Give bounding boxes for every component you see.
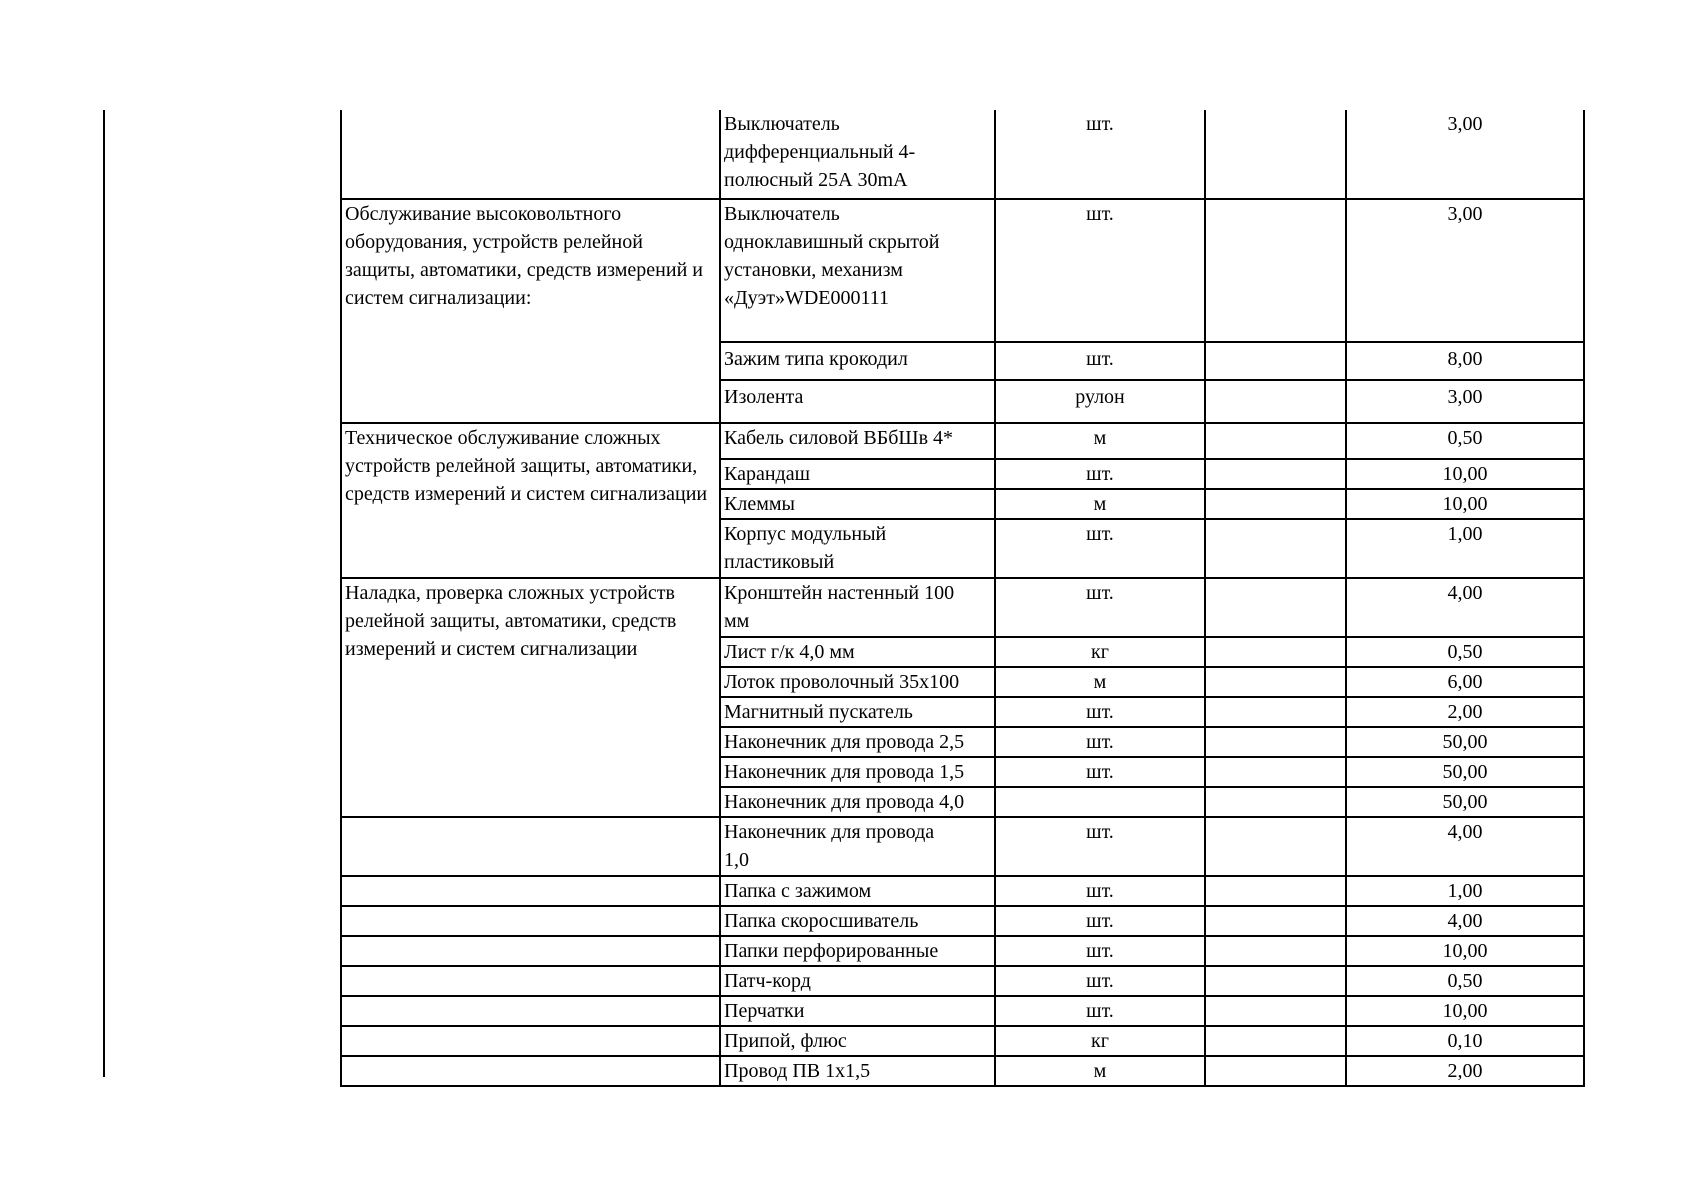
item-cell: Наконечник для провода 2,5 [720, 727, 995, 757]
qty-cell: 0,50 [1346, 637, 1584, 667]
work-cell [341, 966, 720, 996]
unit-cell: шт. [995, 199, 1205, 342]
empty-cell [1205, 906, 1346, 936]
empty-cell [1205, 459, 1346, 489]
item-cell: Кабель силовой ВБбШв 4* [720, 423, 995, 459]
work-cell [341, 110, 720, 199]
qty-cell: 2,00 [1346, 1056, 1584, 1086]
materials-table [340, 110, 1585, 1087]
empty-cell [1205, 637, 1346, 667]
item-cell: Провод ПВ 1х1,5 [720, 1056, 995, 1086]
unit-cell: шт. [995, 817, 1205, 876]
qty-cell: 10,00 [1346, 459, 1584, 489]
empty-cell [1205, 966, 1346, 996]
work-cell [341, 906, 720, 936]
qty-cell: 4,00 [1346, 906, 1584, 936]
empty-cell [1205, 342, 1346, 380]
table-row [341, 578, 1584, 637]
unit-cell: шт. [995, 876, 1205, 906]
unit-cell: шт. [995, 519, 1205, 578]
table-row [341, 966, 1584, 996]
work-cell [341, 876, 720, 906]
item-cell: Наконечник для провода 1,0 [720, 817, 995, 876]
item-cell: Изолента [720, 380, 995, 423]
item-cell: Клеммы [720, 489, 995, 519]
unit-cell: кг [995, 1026, 1205, 1056]
qty-cell: 2,00 [1346, 697, 1584, 727]
table-row [341, 996, 1584, 1026]
table-row [341, 1026, 1584, 1056]
item-cell: Папка скоросшиватель [720, 906, 995, 936]
unit-cell: шт. [995, 996, 1205, 1026]
empty-cell [1205, 489, 1346, 519]
work-cell [341, 936, 720, 966]
item-cell: Перчатки [720, 996, 995, 1026]
item-cell: Припой, флюс [720, 1026, 995, 1056]
unit-cell: шт. [995, 697, 1205, 727]
item-cell: Корпус модульный пластиковый [720, 519, 995, 578]
item-cell: Патч-корд [720, 966, 995, 996]
qty-cell: 3,00 [1346, 380, 1584, 423]
item-cell: Зажим типа крокодил [720, 342, 995, 380]
empty-cell [1205, 519, 1346, 578]
unit-cell: м [995, 667, 1205, 697]
unit-cell: шт. [995, 110, 1205, 199]
qty-cell: 0,50 [1346, 423, 1584, 459]
qty-cell: 4,00 [1346, 817, 1584, 876]
work-cell: Обслуживание высоковольтного оборудования, устройств релейной защиты, автоматики, средств измерений и систем сигнализации: [341, 199, 720, 423]
left-margin-rule [103, 110, 105, 1077]
work-cell [341, 817, 720, 876]
empty-cell [1205, 578, 1346, 637]
qty-cell: 1,00 [1346, 876, 1584, 906]
empty-cell [1205, 817, 1346, 876]
item-cell: Лист г/к 4,0 мм [720, 637, 995, 667]
table-row [341, 906, 1584, 936]
empty-cell [1205, 667, 1346, 697]
empty-cell [1205, 697, 1346, 727]
qty-cell: 50,00 [1346, 757, 1584, 787]
unit-cell: шт. [995, 757, 1205, 787]
work-cell [341, 1026, 720, 1056]
unit-cell: м [995, 489, 1205, 519]
unit-cell: шт. [995, 578, 1205, 637]
qty-cell: 8,00 [1346, 342, 1584, 380]
qty-cell: 1,00 [1346, 519, 1584, 578]
unit-cell: шт. [995, 906, 1205, 936]
empty-cell [1205, 876, 1346, 906]
qty-cell: 3,00 [1346, 110, 1584, 199]
empty-cell [1205, 199, 1346, 342]
table-row [341, 423, 1584, 459]
unit-cell: кг [995, 637, 1205, 667]
qty-cell: 50,00 [1346, 727, 1584, 757]
unit-cell: шт. [995, 936, 1205, 966]
empty-cell [1205, 936, 1346, 966]
unit-cell [995, 787, 1205, 817]
item-cell: Выключатель дифференциальный 4- полюсный 25А 30mA [720, 110, 995, 199]
empty-cell [1205, 423, 1346, 459]
table-row [341, 936, 1584, 966]
item-cell: Наконечник для провода 4,0 [720, 787, 995, 817]
work-cell [341, 1056, 720, 1086]
item-cell: Папка с зажимом [720, 876, 995, 906]
qty-cell: 0,10 [1346, 1026, 1584, 1056]
qty-cell: 4,00 [1346, 578, 1584, 637]
unit-cell: шт. [995, 342, 1205, 380]
table-row [341, 199, 1584, 342]
item-cell: Папки перфорированные [720, 936, 995, 966]
unit-cell: м [995, 423, 1205, 459]
empty-cell [1205, 727, 1346, 757]
qty-cell: 10,00 [1346, 489, 1584, 519]
table-row [341, 876, 1584, 906]
empty-cell [1205, 110, 1346, 199]
work-cell: Техническое обслуживание сложных устройств релейной защиты, автоматики, средств измерений и систем сигнализации [341, 423, 720, 578]
work-cell: Наладка, проверка сложных устройств релейной защиты, автоматики, средств измерений и систем сигнализации [341, 578, 720, 817]
qty-cell: 10,00 [1346, 996, 1584, 1026]
qty-cell: 10,00 [1346, 936, 1584, 966]
item-cell: Карандаш [720, 459, 995, 489]
work-cell [341, 996, 720, 1026]
table-row [341, 1056, 1584, 1086]
empty-cell [1205, 1026, 1346, 1056]
unit-cell: рулон [995, 380, 1205, 423]
qty-cell: 3,00 [1346, 199, 1584, 342]
unit-cell: м [995, 1056, 1205, 1086]
empty-cell [1205, 1056, 1346, 1086]
table-row [341, 110, 1584, 199]
table-row [341, 817, 1584, 876]
qty-cell: 6,00 [1346, 667, 1584, 697]
qty-cell: 0,50 [1346, 966, 1584, 996]
empty-cell [1205, 787, 1346, 817]
unit-cell: шт. [995, 459, 1205, 489]
qty-cell: 50,00 [1346, 787, 1584, 817]
item-cell: Лоток проволочный 35х100 [720, 667, 995, 697]
unit-cell: шт. [995, 966, 1205, 996]
empty-cell [1205, 757, 1346, 787]
item-cell: Наконечник для провода 1,5 [720, 757, 995, 787]
item-cell: Кронштейн настенный 100 мм [720, 578, 995, 637]
empty-cell [1205, 996, 1346, 1026]
item-cell: Выключатель одноклавишный скрытой установки, механизм «Дуэт»WDE000111 [720, 199, 995, 342]
item-cell: Магнитный пускатель [720, 697, 995, 727]
empty-cell [1205, 380, 1346, 423]
unit-cell: шт. [995, 727, 1205, 757]
